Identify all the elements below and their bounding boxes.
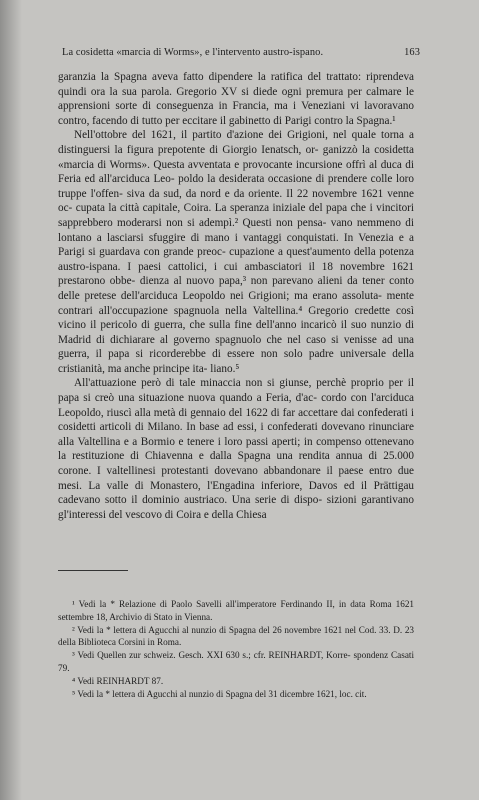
footnote xyxy=(58,688,414,701)
text-line: riprendeva quindi ora la sua parola. Gregorio XV si diede ogni xyxy=(58,71,415,98)
text-line: due mesi. La valle di Monastero, l'Engadina inferiore, Davos ed il xyxy=(58,465,415,492)
text-line: incaricò il suo nunzio di Madrid di dichiarare al governo spagnuolo xyxy=(58,319,414,346)
text-line: il gabinetto di Parigi contro la Spagna.¹ xyxy=(219,114,396,127)
text-line: credette così vicino il pericolo di guerra, che sulla fine dell'anno xyxy=(58,304,415,332)
paragraph xyxy=(58,70,414,128)
text-line: ma i Veneziani vi lavoravano contro, facendo di tutto per eccitare xyxy=(58,100,414,127)
page-number: 163 xyxy=(404,47,420,58)
text-line: i vincitori sapprebbero moderarsi non si adempì.² Questi non pensa- xyxy=(58,202,415,229)
footnote-line: ⁵ Vedi la * lettera di Agucchi al nunzio di Spagna del 31 dicembre 1621, xyxy=(72,688,338,699)
text-line: conquistati. In Venezia e a Parigi si guardava con grande preoc- xyxy=(58,231,414,259)
footnote xyxy=(58,598,414,624)
footnote-line: data Roma 1621 settembre 18, Archivio di Stato in Vienna. xyxy=(58,599,415,622)
text-line: Nell'ottobre del 1621, il partito d'azione dei Grigioni, nel quale xyxy=(74,129,376,142)
text-line: cupazione a quest'aumento della potenza austro-ispana. I paesi xyxy=(58,246,414,273)
footnote xyxy=(58,624,414,650)
running-title: La cosidetta «marcia di Worms», e l'intervento austro-ispano. xyxy=(62,47,324,58)
text-line: ganizzò la cosidetta «marcia di Worms». Questa avventata e xyxy=(58,143,414,171)
footnote-separator xyxy=(58,570,128,571)
text-line: di Chiavenna e dalla Spagna una rendita annua di 25.000 corone. xyxy=(58,450,414,478)
text-line: cupata la città capitale, Coira. La speranza iniziale del papa che xyxy=(75,202,367,215)
text-line: cordo con l'arciduca Leopoldo, riuscì alla metà di gennaio del 1622 xyxy=(58,392,414,419)
footnote-line: spondenz Casati 79. xyxy=(58,650,414,673)
footnote-line: nel Cod. 33. D. 23 della Biblioteca Corsini in Roma. xyxy=(58,624,415,648)
footnote xyxy=(58,649,414,675)
text-line: cattolici, i cui ambasciatori il 18 novembre 1621 prestarono obbe- xyxy=(58,260,415,288)
text-line: torna a distinguersi la figura prepotente di Giorgio Ienatsch, or- xyxy=(58,129,415,156)
footnote-line: ² Vedi la * lettera di Agucchi al nunzio di Spagna del 26 novembre 1621 xyxy=(72,624,343,635)
text-line: ad essi, i confederati dovevano rinunciare alla Valtellina e a Bormio xyxy=(58,421,414,448)
text-line: Prättigau cadevano sotto il dominio austriaco. Una serie di dispo- xyxy=(58,479,415,507)
text-line: provocante incursione offrì al duca di Feria ed all'arciduca Leo- xyxy=(58,158,414,186)
text-line: non solo padre universale della cristianità, ma anche principe ita- xyxy=(58,348,415,375)
footnote xyxy=(58,675,414,688)
footnote-line: ³ Vedi Quellen zur schweiz. Gesch. XXI 630 s.; cfr. REINHARDT, Korre- xyxy=(72,650,351,661)
text-line: garanzia la Spagna aveva fatto dipendere la ratifica del trattato: xyxy=(58,71,362,83)
body-text xyxy=(58,70,414,522)
paragraph xyxy=(58,128,414,376)
text-line: dienza al nuovo papa,³ non parevano alieni da tener conto delle xyxy=(58,275,415,302)
text-line: siva da sud, da nord e da oriente. Il 22 novembre 1621 venne oc- xyxy=(58,187,414,215)
text-line: mente contrari all'occupazione spagnuola nella Valtellina.⁴ Gregorio xyxy=(58,289,415,317)
text-line: All'attuazione però di tale minaccia non si giunse, perchè xyxy=(74,377,347,390)
text-line: che nel caso si venisse ad una guerra, il papa si ricorderebbe di essere xyxy=(58,333,414,361)
text-line: e tenere i loro passi aperti; in compenso ottenevano la restituzione xyxy=(58,435,415,463)
paragraph xyxy=(58,376,414,522)
text-line: premura per calmare le apprensioni sorte di conseguenza in Francia, xyxy=(58,85,414,113)
running-header xyxy=(62,47,420,58)
text-line: sizioni garantivano gl'interessi del vescovo di Coira e della Chiesa xyxy=(58,494,414,521)
text-line: I valtellinesi protestanti dovevano abbandonare il paese entro xyxy=(97,465,393,478)
footnote-line: loc. cit. xyxy=(339,688,367,699)
text-line: poldo la desiderata occasione di prendere colle loro truppe l'offen- xyxy=(58,173,414,200)
footnotes xyxy=(58,598,414,700)
footnote-line: ¹ Vedi la * Relazione di Paolo Savelli all'imperatore Ferdinando II, in xyxy=(72,599,347,609)
text-line: liano.⁵ xyxy=(210,362,240,375)
text-line: proprio per il papa si creò una situazione nuova quando a Feria, d'ac- xyxy=(58,377,414,405)
text-line: di far accettare dai confederati i cosidetti articoli di Milano. In base xyxy=(58,406,415,434)
footnote-line: ⁴ Vedi REINHARDT 87. xyxy=(72,675,164,686)
text-line: vano nemmeno di lontano a lasciarsi sfuggire di mano i vantaggi xyxy=(58,216,414,244)
text-line: pretese dell'arciduca Leopoldo nei Grigioni; ma erano assoluta- xyxy=(84,289,382,302)
